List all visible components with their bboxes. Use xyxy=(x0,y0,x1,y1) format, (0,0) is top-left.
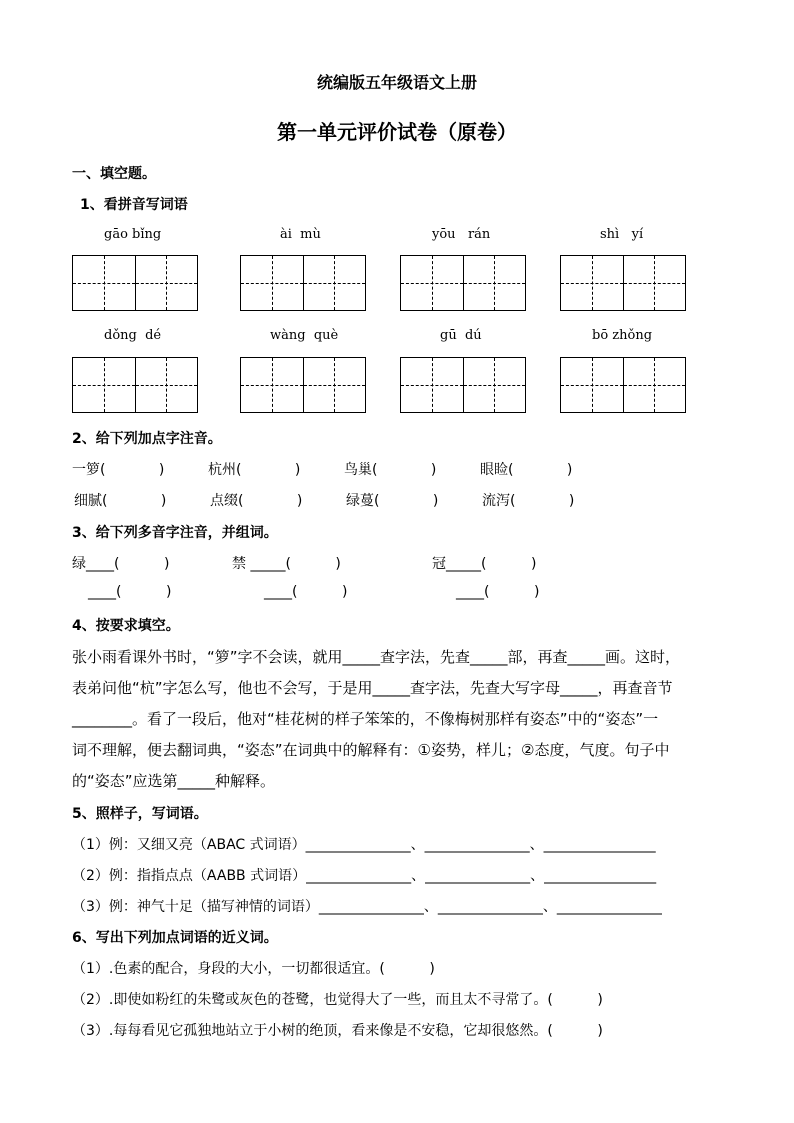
q4-line: 的“姿态”应选第_____种解释。 xyxy=(72,772,276,790)
tianzige-answer-box[interactable] xyxy=(72,357,198,413)
pinyin-label: ài mù xyxy=(280,227,321,242)
q4-line: 张小雨看课外书时，“箩”字不会读，就用_____查字法，先查_____部，再查_____画。这时， xyxy=(72,648,681,666)
q6-item: （1）.色素的配合，身段的大小，一切都很适宜。( ) xyxy=(72,961,435,977)
q2-item: 细腻( ) xyxy=(74,493,167,509)
q3-title: 3、给下列多音字注音，并组词。 xyxy=(72,525,278,541)
q2-item: 鸟巢( ) xyxy=(344,462,437,478)
pinyin-label: yōu rán xyxy=(432,227,491,242)
q6-item: （2）.即使如粉红的朱鹭或灰色的苍鹭，也觉得大了一些，而且太不寻常了。( ) xyxy=(72,992,603,1008)
q5-item: （1）例：又细又亮（ABAC 式词语）_______________、_______________、________________ xyxy=(72,837,656,853)
tianzige-answer-box[interactable] xyxy=(240,357,366,413)
q2-item: 流泻( ) xyxy=(482,493,575,509)
pinyin-label: bō zhǒng xyxy=(592,328,653,343)
pinyin-label: shì yí xyxy=(600,227,644,242)
q1-title: 1、看拼音写词语 xyxy=(80,197,188,213)
q4-title: 4、按要求填空。 xyxy=(72,618,180,634)
tianzige-answer-box[interactable] xyxy=(400,357,526,413)
pinyin-label: wàng què xyxy=(270,328,339,343)
q3-item: ____( ) xyxy=(88,584,172,600)
tianzige-answer-box[interactable] xyxy=(240,255,366,311)
tianzige-answer-box[interactable] xyxy=(400,255,526,311)
q6-item: （3）.每每看见它孤独地站立于小树的绝顶，看来像是不安稳，它却很悠然。( ) xyxy=(72,1023,603,1039)
q4-line: 词不理解，便去翻词典，“姿态”在词典中的解释有：①姿势，样儿；②态度，气度。句子中 xyxy=(72,741,670,759)
q4-line: 表弟问他“杭”字怎么写，他也不会写，于是用_____查字法，先查大写字母_____，再查音节 xyxy=(72,679,673,697)
q3-item: 冠_____( ) xyxy=(432,556,537,572)
q6-title: 6、写出下列加点词语的近义词。 xyxy=(72,930,278,946)
q2-item: 眼睑( ) xyxy=(480,462,573,478)
q4-line: ________。看了一段后，他对“桂花树的样子笨笨的，不像梅树那样有姿态”中的“姿态”一 xyxy=(72,710,659,728)
tianzige-answer-box[interactable] xyxy=(72,255,198,311)
q3-item: ____( ) xyxy=(264,584,348,600)
q3-item: 禁 _____( ) xyxy=(232,556,341,572)
exam-title: 第一单元评价试卷（原卷） xyxy=(277,120,517,144)
book-title: 统编版五年级语文上册 xyxy=(316,73,477,92)
q5-item: （3）例：神气十足（描写神情的词语）_______________、_______________、_______________ xyxy=(72,899,662,915)
q2-title: 2、给下列加点字注音。 xyxy=(72,431,222,447)
q5-title: 5、照样子，写词语。 xyxy=(72,806,208,822)
tianzige-answer-box[interactable] xyxy=(560,357,686,413)
q3-item: 绿____( ) xyxy=(72,556,170,572)
q2-item: 点缀( ) xyxy=(210,493,303,509)
section-one-title: 一、填空题。 xyxy=(72,166,156,182)
q3-item: ____( ) xyxy=(456,584,540,600)
q2-item: 绿蔓( ) xyxy=(346,493,439,509)
q2-item: 杭州( ) xyxy=(208,462,301,478)
q2-item: 一箩( ) xyxy=(72,462,165,478)
pinyin-label: gū dú xyxy=(440,328,482,343)
pinyin-label: dǒng dé xyxy=(104,328,162,343)
pinyin-label: gāo bǐng xyxy=(104,227,162,242)
tianzige-answer-box[interactable] xyxy=(560,255,686,311)
q5-item: （2）例：指指点点（AABB 式词语）_______________、_______________、________________ xyxy=(72,868,657,884)
